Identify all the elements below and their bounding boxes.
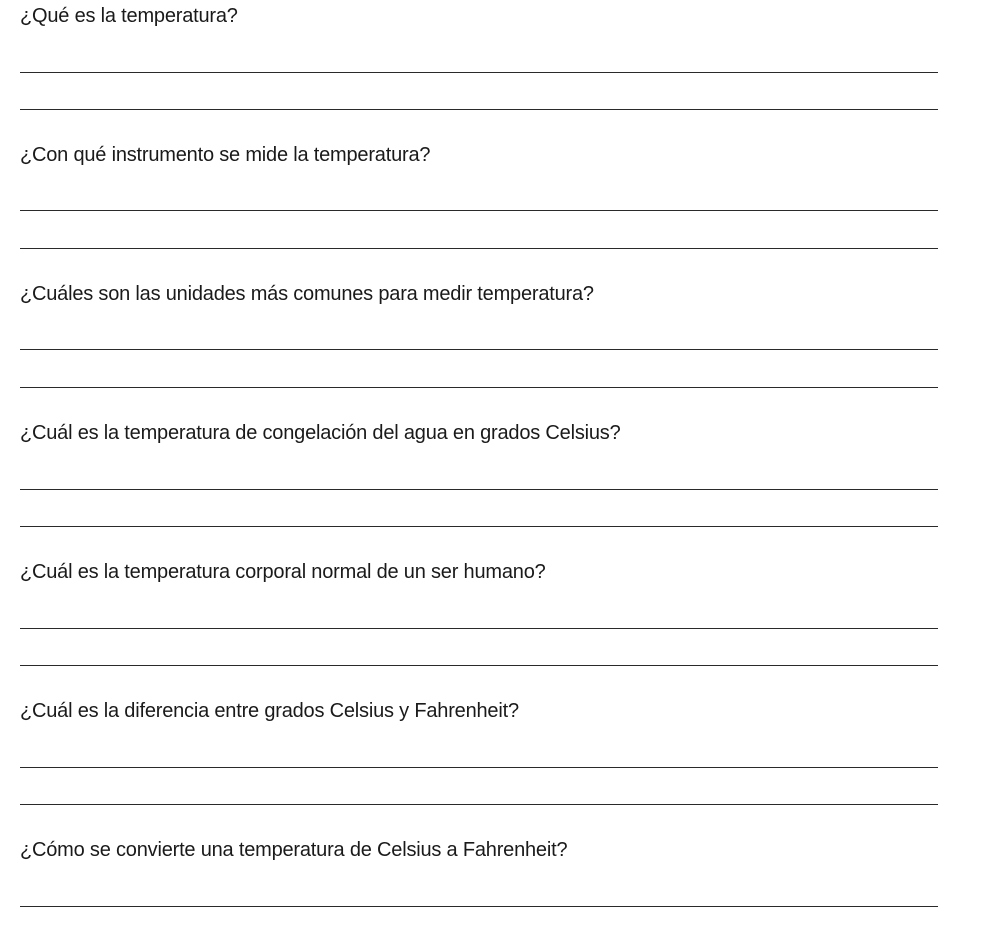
answer-line-2a[interactable]: [20, 210, 938, 211]
answer-line-3b[interactable]: [20, 387, 938, 388]
answer-line-7a[interactable]: [20, 906, 938, 907]
answer-line-5b[interactable]: [20, 665, 938, 666]
question-4: ¿Cuál es la temperatura de congelación del agua en grados Celsius?: [20, 422, 621, 444]
answer-line-4a[interactable]: [20, 489, 938, 490]
question-1: ¿Qué es la temperatura?: [20, 5, 238, 27]
question-6: ¿Cuál es la diferencia entre grados Celsius y Fahrenheit?: [20, 700, 519, 722]
answer-line-6b[interactable]: [20, 804, 938, 805]
question-7: ¿Cómo se convierte una temperatura de Celsius a Fahrenheit?: [20, 839, 568, 861]
answer-line-1b[interactable]: [20, 109, 938, 110]
answer-line-4b[interactable]: [20, 526, 938, 527]
question-2: ¿Con qué instrumento se mide la temperatura?: [20, 144, 431, 166]
question-5: ¿Cuál es la temperatura corporal normal de un ser humano?: [20, 561, 546, 583]
answer-line-2b[interactable]: [20, 248, 938, 249]
answer-line-5a[interactable]: [20, 628, 938, 629]
answer-line-6a[interactable]: [20, 767, 938, 768]
answer-line-3a[interactable]: [20, 349, 938, 350]
question-3: ¿Cuáles son las unidades más comunes para medir temperatura?: [20, 283, 594, 305]
answer-line-1a[interactable]: [20, 72, 938, 73]
